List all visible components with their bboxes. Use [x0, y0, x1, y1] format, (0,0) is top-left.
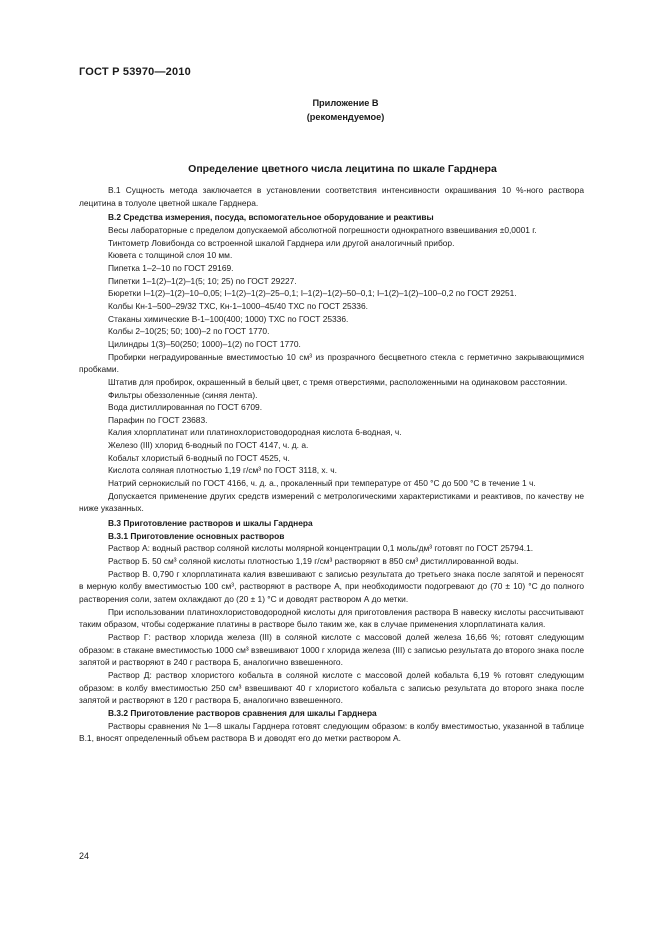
paragraph-hydrochloric-acid: Кислота соляная плотностью 1,19 г/см³ по ГОСТ 3118, х. ч. — [108, 465, 337, 476]
section-heading-b3: В.3 Приготовление растворов и шкалы Гарднера — [108, 518, 313, 529]
document-body — [79, 184, 584, 745]
paragraph-solution-d: Раствор Д: раствор хлористого кобальта в соляной кислоте с массовой долей кобальта 6,19 % готовят следующим образом: в колбу вместимостью 250 см³ взвешивают 40 г хлористого кобальта с записью результата до второго знака после запятой и растворяют в 120 г раствора Б, аналогично взвешенного. — [79, 669, 584, 706]
paragraph-rack: Штатив для пробирок, окрашенный в белый цвет, с тремя отверстиями, расположенными на одинаковом расстоянии. — [108, 376, 568, 387]
paragraph-b1: В.1 Сущность метода заключается в установлении соответствия интенсивности окрашивания 10 %-ного раствора лецитина в толуоле цветной шкале Гарднера. — [79, 185, 584, 208]
paragraph-pipettes: Пипетки 1–1(2)–1(2)–1(5; 10; 25) по ГОСТ 29227. — [108, 275, 297, 286]
document-title: Определение цветного числа лецитина по шкале Гарднера — [188, 163, 497, 175]
paragraph-cylinders: Цилиндры 1(3)–50(250; 1000)–1(2) по ГОСТ 1770. — [108, 338, 301, 349]
paragraph-pipette: Пипетка 1–2–10 по ГОСТ 29169. — [108, 262, 234, 273]
appendix-label: Приложение В — [312, 98, 379, 108]
paragraph-sodium-sulfate: Натрий сернокислый по ГОСТ 4166, ч. д. а., прокаленный при температуре от 450 °С до 500 °С в течение 1 ч. — [108, 478, 536, 489]
section-heading-b31: В.3.1 Приготовление основных растворов — [108, 530, 285, 541]
paragraph-comparison-solutions: Растворы сравнения № 1—8 шкалы Гарднера готовят следующим образом: в колбу вместимостью, указанной в таблице В.1, вносят определенный объем раствора В и доводят его до метки раствором А. — [79, 720, 584, 744]
paragraph-flasks: Колбы 2–10(25; 50; 100)–2 по ГОСТ 1770. — [108, 326, 270, 337]
paragraph-flasks-kn: Колбы Кн-1–500–29/32 ТХС, Кн-1–1000–45/40 ТХС по ГОСТ 25336. — [108, 300, 368, 311]
paragraph-scales: Весы лабораторные с пределом допускаемой абсолютной погрешности однократного взвешивания ±0,0001 г. — [108, 224, 537, 235]
paragraph-iron-chloride: Железо (III) хлорид 6-водный по ГОСТ 4147, ч. д. а. — [108, 440, 309, 451]
paragraph-solution-g: Раствор Г: раствор хлорида железа (III) в соляной кислоте с массовой долей железа 16,66 %; готовят следующим образом: в стакане вместимостью 1000 см³ взвешивают 1000 г хлорида железа (III) с записью результата до второго знака после запятой и растворяют в 240 г раствора Б, аналогично взвешенного. — [79, 631, 584, 668]
paragraph-cuvette: Кювета с толщиной слоя 10 мм. — [108, 250, 233, 261]
page-number: 24 — [79, 851, 90, 861]
standard-header: ГОСТ Р 53970—2010 — [79, 66, 191, 78]
paragraph-solution-b: Раствор Б. 50 см³ соляной кислоты плотностью 1,19 г/см³ растворяют в 850 см³ дистиллированной воды. — [108, 556, 519, 567]
paragraph-burettes: Бюретки I–1(2)–1(2)–10–0,05; I–1(2)–1(2)–25–0,1; I–1(2)–1(2)–50–0,1; I–1(2)–1(2)–100–0,2 по ГОСТ 29251. — [108, 288, 517, 299]
paragraph-paraffin: Парафин по ГОСТ 23683. — [108, 414, 208, 425]
paragraph-alternatives: Допускается применение других средств измерений с метрологическими характеристиками и реактивов, по качеству не ниже указанных. — [79, 490, 584, 514]
section-heading-b32: В.3.2 Приготовление растворов сравнения для шкалы Гарднера — [108, 707, 377, 718]
section-heading-b2: В.2 Средства измерения, посуда, вспомогательное оборудование и реактивы — [108, 212, 434, 223]
paragraph-test-tubes: Пробирки неградуированные вместимостью 10 см³ из прозрачного бесцветного стекла с герметично закрывающимися пробками. — [79, 351, 584, 375]
paragraph-solution-v: Раствор В. 0,790 г хлорплатината калия взвешивают с записью результата до третьего знака после запятой и переносят в мерную колбу вместимостью 100 см³, растворяют в растворе А, при необходимости подогревают до (70 ± 10) °С до полного растворения соли, затем охлаждают до (20 ± 1) °С и доводят раствором А до метки. — [79, 568, 584, 604]
paragraph-platinum-acid: При использовании платинохлористоводородной кислоты для приготовления раствора В навеску кислоты рассчитывают таким образом, чтобы содержание платины в растворе было таким же, как в случае применения хлорплатината калия. — [79, 606, 584, 630]
paragraph-chloroplatinate: Калия хлорплатинат или платинохлористоводородная кислота 6-водная, ч. — [108, 427, 402, 438]
appendix-heading — [0, 96, 661, 124]
paragraph-water: Вода дистиллированная по ГОСТ 6709. — [108, 402, 263, 413]
appendix-status: (рекомендуемое) — [306, 112, 385, 122]
paragraph-beakers: Стаканы химические В-1–100(400; 1000) ТХС по ГОСТ 25336. — [108, 313, 349, 324]
paragraph-filters: Фильтры обеззоленные (синяя лента). — [108, 389, 258, 400]
paragraph-solution-a: Раствор А: водный раствор соляной кислоты молярной концентрации 0,1 моль/дм³ готовят по ГОСТ 25794.1. — [108, 543, 534, 554]
paragraph-tintometer: Тинтометр Ловибонда со встроенной шкалой Гарднера или другой аналогичный прибор. — [108, 237, 455, 248]
paragraph-cobalt-chloride: Кобальт хлористый 6-водный по ГОСТ 4525, ч. — [108, 452, 290, 463]
